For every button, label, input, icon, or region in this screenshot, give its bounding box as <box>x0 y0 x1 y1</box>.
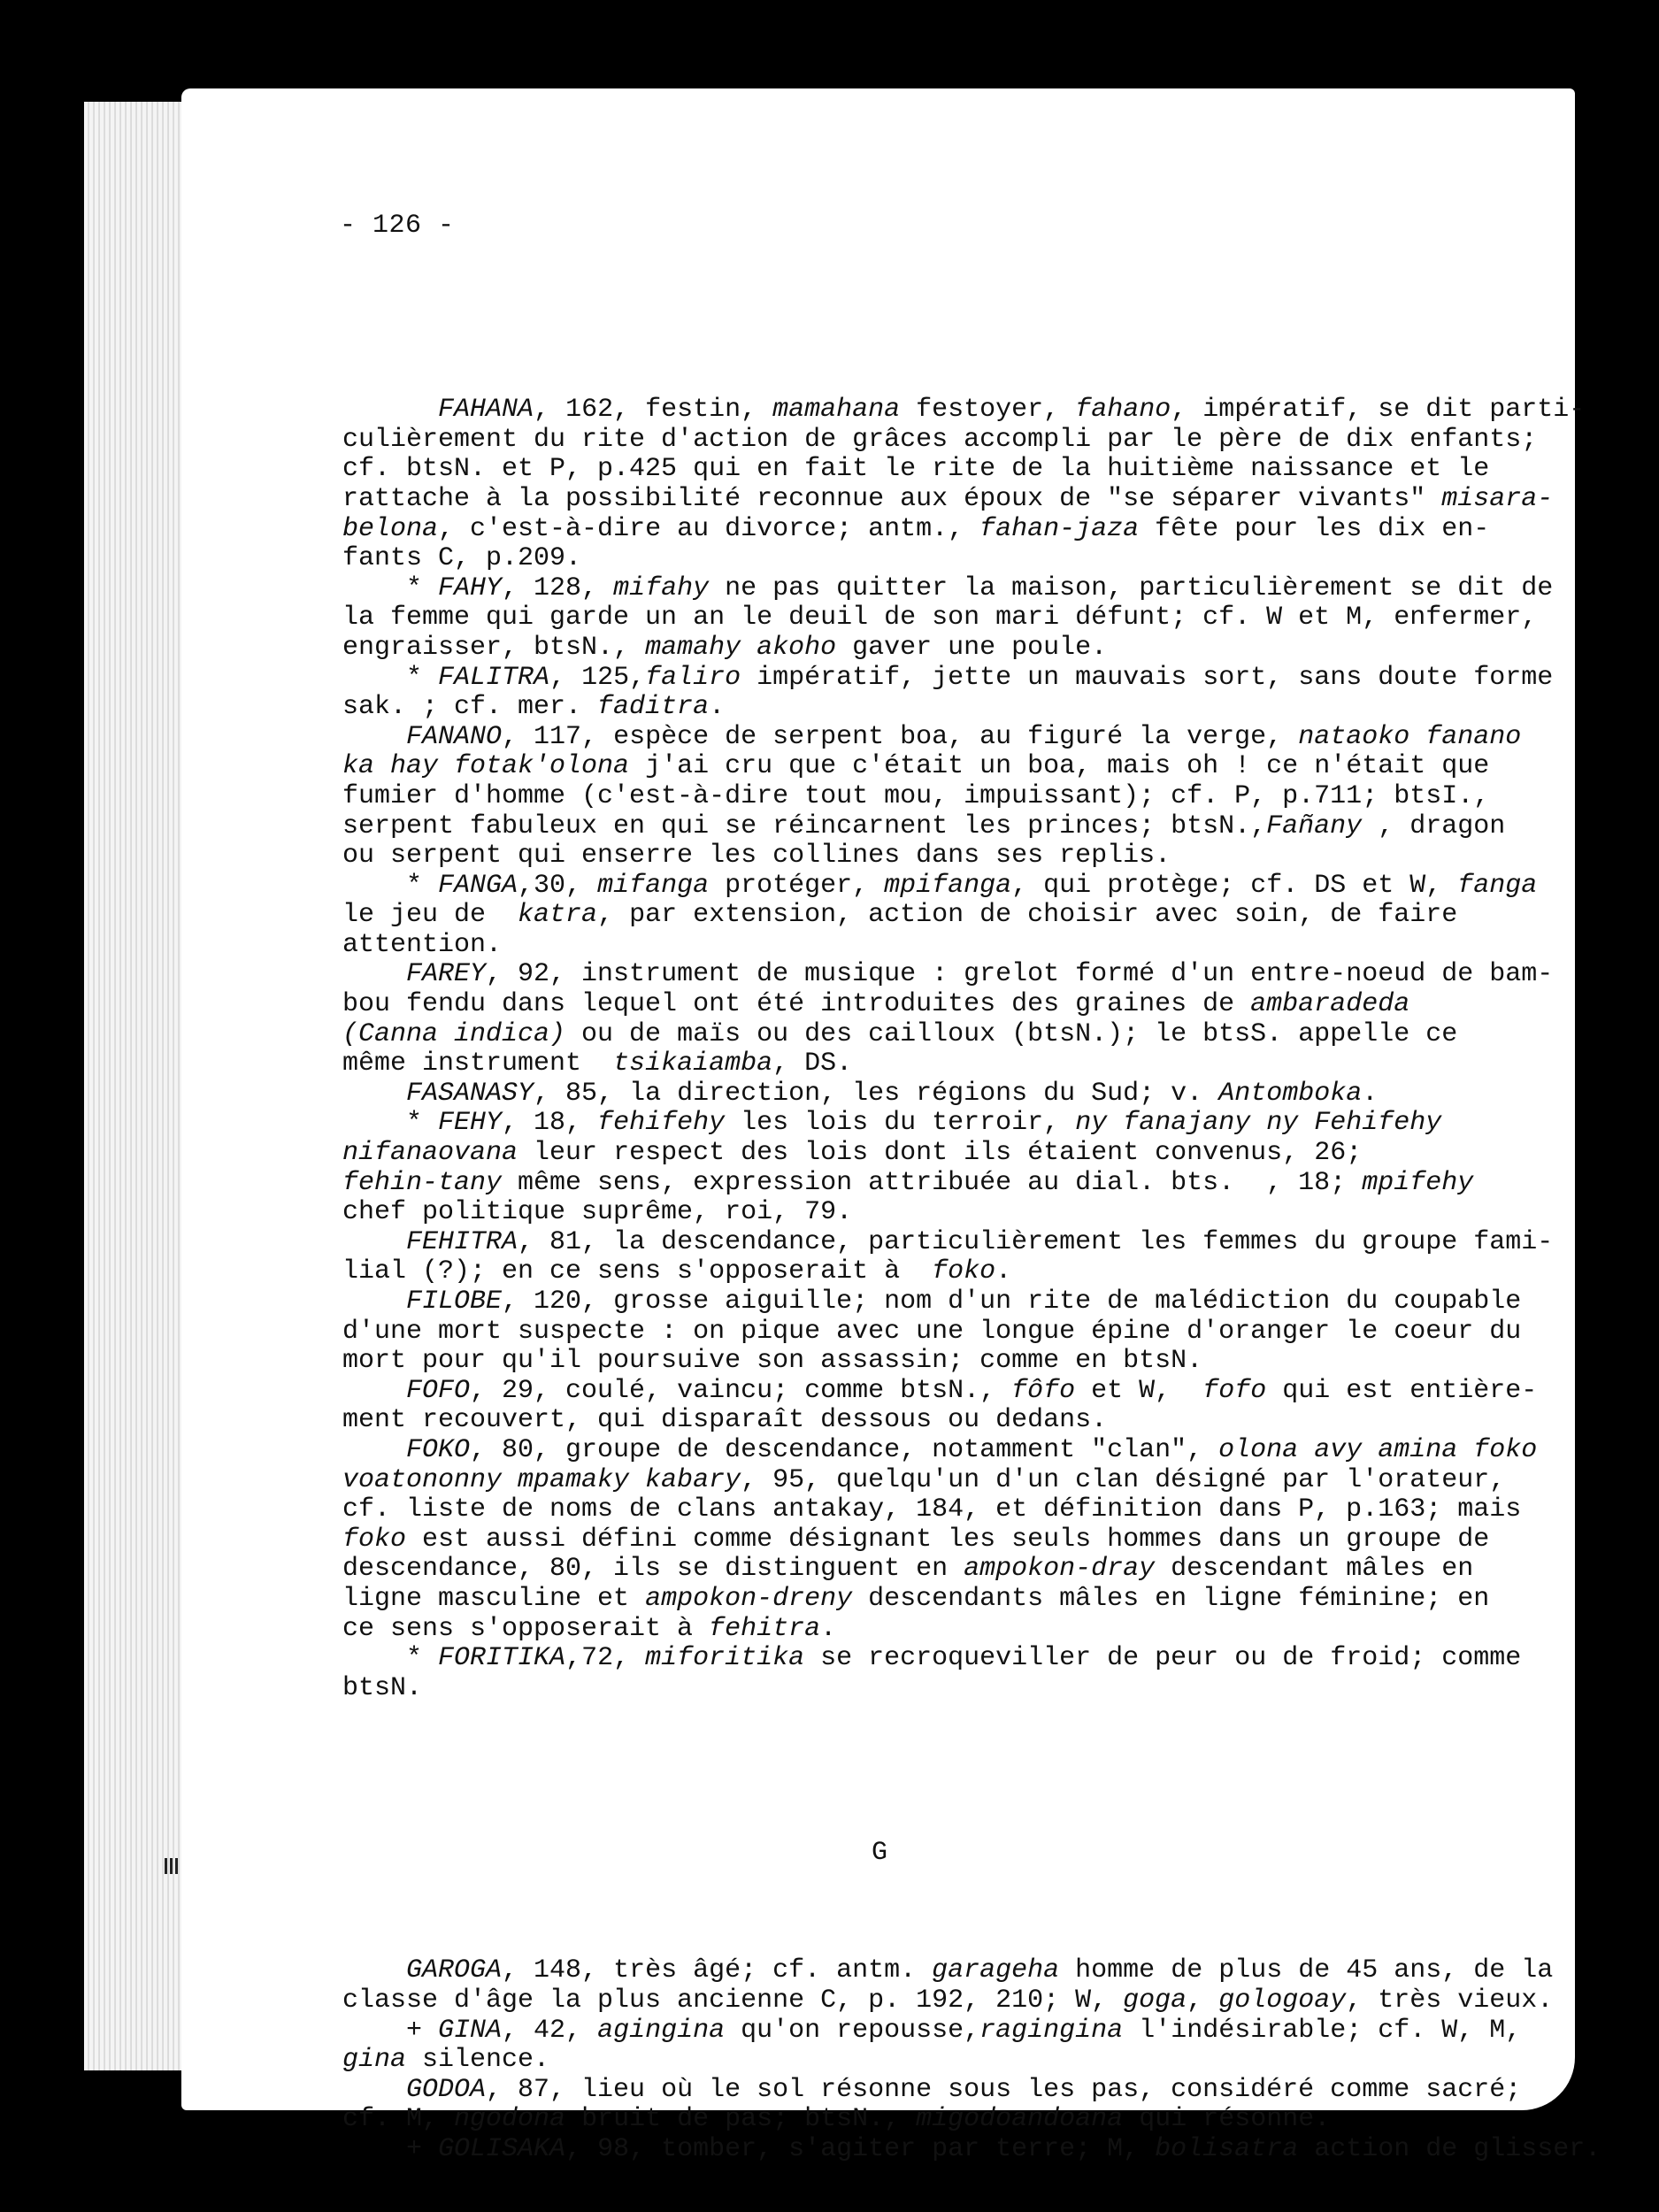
text-segment: garageha <box>932 1955 1060 1986</box>
text-line <box>342 1257 1484 1287</box>
text-segment: le jeu de <box>342 900 518 931</box>
text-segment: FAREY <box>406 959 487 990</box>
text-segment: qu'on repousse, <box>725 2015 980 2046</box>
text-line <box>342 483 1554 515</box>
text-segment: d'une mort suspecte : on pique avec une longue épine d'oranger le coeur du <box>342 1316 1522 1347</box>
text-line <box>342 693 1484 723</box>
text-line <box>342 990 1484 1020</box>
text-segment: fahan-jaza <box>979 513 1140 544</box>
text-segment: , dragon <box>1362 810 1506 841</box>
text-line <box>342 751 1490 782</box>
text-segment: ment recouvert, qui disparaît dessous ou dedans. <box>342 1405 1108 1436</box>
text-segment: FOFO <box>406 1375 471 1406</box>
text-segment: , 162, festin, <box>534 395 773 426</box>
text-segment: , DS. <box>772 1048 853 1079</box>
text-segment: , 81, la descendance, particulièrement les femmes du groupe fami- <box>518 1226 1554 1257</box>
text-segment: GOLISAKA <box>438 2134 566 2165</box>
text-line <box>342 1139 1484 1169</box>
text-segment: nifanaovana <box>342 1138 518 1169</box>
text-segment: , 92, instrument de musique : grelot formé d'un entre-noeud de bam- <box>486 959 1554 990</box>
text-segment: faditra <box>597 692 710 723</box>
text-segment: tsikaiamba <box>613 1048 773 1079</box>
text-segment: FALITRA <box>438 662 550 693</box>
entries-letter-g <box>342 1955 1601 2165</box>
text-line <box>342 1615 1484 1645</box>
text-segment: et W, <box>1075 1375 1203 1406</box>
text-segment: goga <box>1123 1985 1187 2016</box>
text-line <box>342 2046 1484 2076</box>
text-segment: FEHY <box>438 1108 503 1139</box>
text-line <box>342 1494 1522 1525</box>
text-line <box>342 1375 1538 1407</box>
text-segment: gaver une poule. <box>836 632 1108 663</box>
text-line <box>342 1316 1522 1348</box>
text-segment <box>342 1079 406 1109</box>
text-segment: + <box>342 2015 439 2046</box>
text-segment: silence. <box>406 2045 550 2076</box>
text-line <box>342 780 1490 812</box>
dictionary-text <box>342 336 1601 2194</box>
text-line <box>342 841 1484 872</box>
text-segment: FEHITRA <box>406 1226 518 1257</box>
text-segment: serpent fabuleux en qui se réincarnent les princes; btsN., <box>342 810 1267 841</box>
text-segment: lial (?); en ce sens s'opposerait à <box>342 1256 933 1287</box>
text-segment: , par extension, action de choisir avec soin, de faire <box>597 900 1458 931</box>
text-segment: ce sens s'opposerait à <box>342 1613 710 1644</box>
text-segment: Fañany <box>1266 810 1363 841</box>
text-segment: , c'est-à-dire au divorce; antm., <box>438 513 980 544</box>
text-segment: bruit de pas; btsN., <box>565 2104 917 2135</box>
text-segment: FAHANA <box>438 395 534 426</box>
text-segment: homme de plus de 45 ans, de la <box>1059 1955 1554 1986</box>
text-segment: * <box>342 1643 439 1674</box>
text-segment: , 120, grosse aiguille; nom d'un rite de malédiction du coupable <box>502 1286 1522 1317</box>
text-segment: descendance, 80, ils se distinguent en <box>342 1554 964 1585</box>
text-segment: . <box>995 1256 1012 1287</box>
text-segment: mifahy <box>613 572 710 603</box>
text-segment: fête pour les dix en- <box>1139 513 1490 544</box>
text-line <box>342 1169 1484 1199</box>
text-segment: FAHY <box>438 572 503 603</box>
text-segment: FASANASY <box>406 1078 534 1109</box>
text-segment: est aussi défini comme désignant les seuls hommes dans un groupe de <box>406 1524 1490 1555</box>
text-segment: , <box>1187 1985 1219 2016</box>
text-segment: descendant mâles en <box>1155 1554 1474 1585</box>
text-segment <box>342 1376 406 1406</box>
page-number: - 126 - <box>340 211 455 241</box>
text-segment: GAROGA <box>406 1955 503 1986</box>
text-segment: même instrument <box>342 1048 614 1079</box>
text-segment: miforitika <box>645 1643 805 1674</box>
text-segment: . <box>820 1613 837 1644</box>
text-line <box>342 1985 1554 2016</box>
text-segment <box>342 1435 406 1465</box>
text-segment: ou de maïs ou des cailloux (btsN.); le btsS. appelle ce <box>565 1018 1458 1049</box>
text-segment: , 42, <box>502 2015 598 2046</box>
text-segment: bou fendu dans lequel ont été introduites des graines de <box>342 989 1251 1020</box>
text-line <box>342 1674 1484 1704</box>
text-segment: , 117, espèce de serpent boa, au figuré la verge, <box>502 721 1299 752</box>
text-line <box>342 1347 1484 1377</box>
text-segment: ampokon-dreny <box>645 1583 853 1614</box>
text-line <box>342 572 1554 604</box>
text-segment: katra <box>518 900 598 931</box>
text-segment: belona <box>342 513 439 544</box>
text-segment: classe d'âge la plus ancienne C, p. 192, 210; W, <box>342 1985 1124 2016</box>
text-segment: * <box>342 870 439 901</box>
text-segment: , 148, très âgé; cf. antm. <box>502 1955 933 1986</box>
text-segment: protéger, <box>709 870 885 901</box>
text-segment: GINA <box>438 2015 503 2046</box>
entries-letter-f <box>342 395 1586 1703</box>
text-segment: cf. M, <box>342 2104 455 2135</box>
text-line <box>342 603 1538 634</box>
text-segment: FOKO <box>406 1434 471 1465</box>
text-line <box>342 1464 1506 1496</box>
text-line <box>342 810 1506 842</box>
text-line <box>342 424 1538 456</box>
text-segment: , 125, <box>549 662 646 693</box>
text-segment: , 80, groupe de descendance, notamment "clan", <box>470 1434 1219 1465</box>
text-segment: chef politique suprême, roi, 79. <box>342 1197 853 1228</box>
text-segment: fahano <box>1075 395 1171 426</box>
text-segment <box>342 2075 406 2105</box>
text-segment: fehin-tany <box>342 1167 503 1198</box>
text-segment: gologoay <box>1218 1985 1347 2016</box>
text-segment: sak. ; cf. mer. <box>342 692 598 723</box>
text-segment: GODOA <box>406 2074 487 2105</box>
text-segment: FANANO <box>406 721 503 752</box>
text-line <box>342 1286 1522 1317</box>
text-segment: , impératif, se dit parti- <box>1171 395 1586 426</box>
text-segment <box>342 959 406 989</box>
text-segment: fehitra <box>709 1613 821 1644</box>
text-segment: olona avy amina foko <box>1218 1434 1538 1465</box>
text-segment: mifanga <box>597 870 710 901</box>
text-segment: bolisatra <box>1155 2134 1299 2165</box>
text-segment: culièrement du rite d'action de grâces accompli par le père de dix enfants; <box>342 424 1538 455</box>
text-line <box>342 2105 1484 2135</box>
text-segment: . <box>709 692 726 723</box>
text-segment: fofo <box>1202 1375 1267 1406</box>
text-segment: rattache à la possibilité reconnue aux époux de "se séparer vivants" <box>342 483 1442 514</box>
text-line <box>342 395 1586 426</box>
text-segment: , 87, lieu où le sol résonne sous les pas, considéré comme sacré; <box>486 2074 1522 2105</box>
text-segment: cf. liste de noms de clans antakay, 184, et définition dans P, p.163; mais <box>342 1494 1522 1525</box>
section-letter-heading: G <box>872 1837 888 1868</box>
text-line <box>342 1583 1490 1615</box>
text-segment: ,30, <box>518 870 598 901</box>
text-segment: * <box>342 1108 439 1139</box>
text-segment: cf. btsN. et P, p.425 qui en fait le rite de la huitième naissance et le <box>342 454 1490 485</box>
text-segment: btsN. <box>342 1672 423 1703</box>
text-line <box>342 1109 1484 1139</box>
text-segment: fôfo <box>1011 1375 1076 1406</box>
text-line <box>342 454 1490 485</box>
text-line <box>342 959 1554 990</box>
text-segment: * <box>342 572 439 603</box>
text-segment: ne pas quitter la maison, particulièrement se dit de <box>709 572 1554 603</box>
text-line <box>342 1198 1484 1228</box>
text-line <box>342 1226 1554 1258</box>
text-line <box>342 1049 1484 1079</box>
text-segment: les lois du terroir, <box>725 1108 1076 1139</box>
text-line <box>342 1406 1484 1436</box>
text-segment: ambaradeda <box>1250 989 1410 1020</box>
text-segment: , 95, quelqu'un d'un clan désigné par l'orateur, <box>741 1464 1506 1495</box>
text-line <box>342 1020 1484 1050</box>
text-segment: foko <box>932 1256 996 1287</box>
text-segment: même sens, expression attribuée au dial. bts. , 18; <box>502 1167 1363 1198</box>
text-line <box>342 721 1522 753</box>
text-segment: descendants mâles en ligne féminine; en <box>852 1583 1490 1614</box>
text-line <box>342 1643 1522 1674</box>
text-segment: qui résonne. <box>1123 2104 1331 2135</box>
text-segment: voatononny mpamaky kabary <box>342 1464 741 1495</box>
text-segment: * <box>342 662 439 693</box>
text-segment: leur respect des lois dont ils étaient convenus, 26; <box>518 1138 1363 1169</box>
text-line <box>342 1434 1538 1466</box>
text-segment: ,72, <box>565 1643 646 1674</box>
text-segment: , 98, tomber, s'agiter par terre; M, <box>565 2134 1156 2165</box>
text-segment: FORITIKA <box>438 1643 566 1674</box>
text-segment: , 128, <box>502 572 614 603</box>
text-line <box>342 1955 1554 1986</box>
text-segment: faliro <box>645 662 741 693</box>
text-segment: action de glisser. <box>1298 2134 1601 2165</box>
text-segment: migodoandoana <box>916 2104 1124 2135</box>
text-line <box>342 901 1484 931</box>
text-segment: mamahana <box>772 395 901 426</box>
text-line <box>342 634 1484 664</box>
text-segment <box>342 1286 406 1317</box>
text-segment: ka hay fotak'olona <box>342 751 630 782</box>
text-line <box>342 931 1484 961</box>
text-segment: agingina <box>597 2015 726 2046</box>
text-line <box>342 870 1538 902</box>
text-segment: festoyer, <box>900 395 1076 426</box>
text-segment: mpifehy <box>1362 1167 1474 1198</box>
text-segment: mort pour qu'il poursuive son assassin; comme en btsN. <box>342 1346 1203 1377</box>
text-segment: Antomboka <box>1218 1078 1363 1109</box>
text-line <box>342 2015 1522 2047</box>
text-line <box>342 2134 1601 2165</box>
text-segment: ny fanajany ny Fehifehy <box>1075 1108 1442 1139</box>
text-segment: , 18, <box>502 1108 598 1139</box>
text-line <box>342 1524 1490 1555</box>
text-segment: mamahy akoho <box>645 632 837 663</box>
text-segment: + <box>342 2134 439 2165</box>
text-segment: attention. <box>342 929 503 960</box>
text-segment: FANGA <box>438 870 518 901</box>
text-line <box>342 544 1484 574</box>
text-segment: la femme qui garde un an le deuil de son mari défunt; cf. W et M, enfermer, <box>342 603 1538 634</box>
text-segment: engraisser, btsN., <box>342 632 646 663</box>
margin-mark <box>165 1858 180 1878</box>
text-line <box>342 513 1490 545</box>
text-line <box>342 1555 1484 1585</box>
text-segment: FILOBE <box>406 1286 503 1317</box>
text-segment: ngodona <box>454 2104 566 2135</box>
text-segment: qui est entière- <box>1266 1375 1538 1406</box>
text-segment: ragingina <box>979 2015 1124 2046</box>
text-segment: fants C, p.209. <box>342 543 582 574</box>
text-segment: nataoko fanano <box>1298 721 1522 752</box>
text-segment: (Canna indica) <box>342 1018 566 1049</box>
text-segment: , qui protège; cf. DS et W, <box>1011 870 1458 901</box>
text-segment: fumier d'homme (c'est-à-dire tout mou, impuissant); cf. P, p.711; btsI., <box>342 780 1490 811</box>
text-segment: ligne masculine et <box>342 1583 646 1614</box>
text-segment: impératif, jette un mauvais sort, sans doute forme <box>741 662 1554 693</box>
text-line <box>342 1079 1484 1110</box>
text-segment: ou serpent qui enserre les collines dans ses replis. <box>342 841 1171 872</box>
text-segment: foko <box>342 1524 407 1555</box>
text-segment: l'indésirable; cf. W, M, <box>1123 2015 1522 2046</box>
text-segment: gina <box>342 2045 407 2076</box>
text-segment: fehifehy <box>597 1108 726 1139</box>
text-segment: , très vieux. <box>1346 1985 1554 2016</box>
text-segment: , 85, la direction, les régions du Sud; v. <box>534 1078 1219 1109</box>
text-segment <box>342 1955 406 1985</box>
text-segment: j'ai cru que c'était un boa, mais oh ! ce n'était que <box>629 751 1490 782</box>
text-segment <box>342 1227 406 1257</box>
text-segment: fanga <box>1457 870 1538 901</box>
text-segment <box>342 395 438 425</box>
text-line <box>342 2074 1522 2106</box>
text-segment: mpifanga <box>884 870 1012 901</box>
text-segment: . <box>1362 1078 1379 1109</box>
text-segment <box>342 722 406 752</box>
text-line <box>342 662 1554 694</box>
text-segment: ampokon-dray <box>964 1554 1156 1585</box>
text-segment: misara- <box>1441 483 1554 514</box>
text-segment: , 29, coulé, vaincu; comme btsN., <box>470 1375 1012 1406</box>
text-segment: se recroqueviller de peur ou de froid; comme <box>804 1643 1522 1674</box>
